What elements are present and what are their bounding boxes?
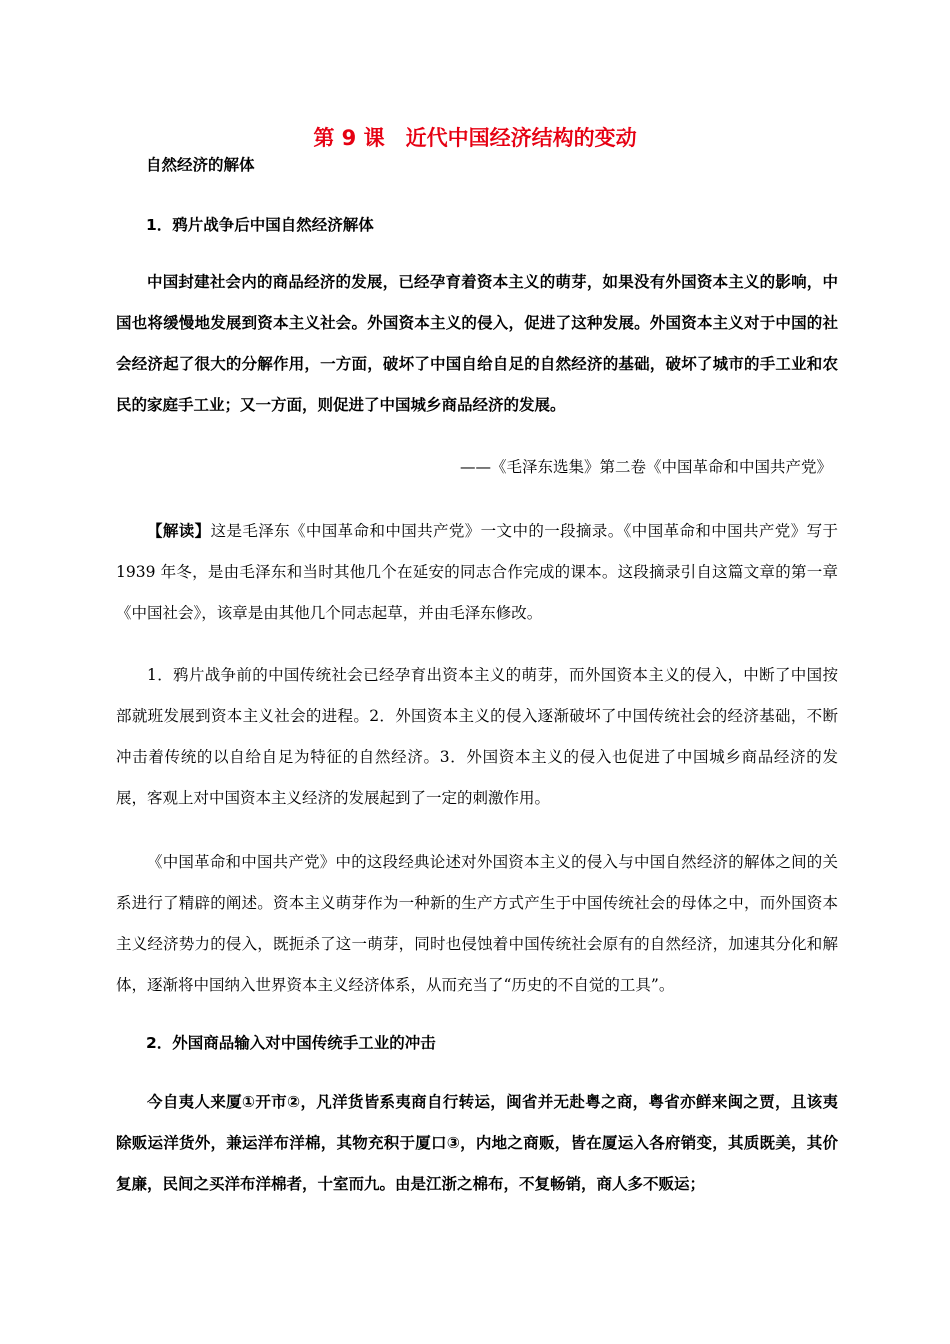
points-paragraph: 1．鸦片战争前的中国传统社会已经孕育出资本主义的萌芽，而外国资本主义的侵入，中断了中国按部就班发展到资本主义社会的进程。2．外国资本主义的侵入逐渐破坏了中国传统社会的经济基础，不断冲击着传统的以自给自足为特征的自然经济。3．外国资本主义的侵入也促进了中国城乡商品经济的发展，客观上对中国资本主义经济的发展起到了一定的刺激作用。 (116, 666, 838, 807)
interpretation-text: 这是毛泽东《中国革命和中国共产党》一文中的一段摘录。《中国革命和中国共产党》写于 1939 年冬，是由毛泽东和当时其他几个在延安的同志合作完成的课本。这段摘录引自这篇文章的第一章《中国社会》，该章是由其他几个同志起草，并由毛泽东修改。 (116, 522, 838, 622)
quote-paragraph-2: 今自夷人来厦①开市②，凡洋货皆系夷商自行转运，闽省并无赴粤之商，粤省亦鲜来闽之贾，且该夷除贩运洋货外，兼运洋布洋棉，其物充积于厦口③，内地之商贩，皆在厦运入各府销变，其质既美，其价复廉，民间之买洋布洋棉者，十室而九。由是江浙之棉布，不复畅销，商人多不贩运； (116, 1093, 838, 1193)
citation: ——《毛泽东选集》第二卷《中国革命和中国共产党》 (459, 458, 832, 476)
section-heading: 自然经济的解体 (146, 156, 255, 174)
subsection-title-1: 1．鸦片战争后中国自然经济解体 (146, 216, 374, 234)
page-title: 第 9 课 近代中国经济结构的变动 (313, 126, 637, 150)
interpretation-label: 【解读】 (147, 521, 211, 540)
analysis-paragraph: 《中国革命和中国共产党》中的这段经典论述对外国资本主义的侵入与中国自然经济的解体之间的关系进行了精辟的阐述。资本主义萌芽作为一种新的生产方式产生于中国传统社会的母体之中，而外国资本主义经济势力的侵入，既扼杀了这一萌芽，同时也侵蚀着中国传统社会原有的自然经济，加速其分化和解体，逐渐将中国纳入世界资本主义经济体系，从而充当了“历史的不自觉的工具”。 (116, 853, 838, 994)
subsection-title-2: 2．外国商品输入对中国传统手工业的冲击 (146, 1034, 436, 1052)
quote-paragraph-1: 中国封建社会内的商品经济的发展，已经孕育着资本主义的萌芽，如果没有外国资本主义的影响，中国也将缓慢地发展到资本主义社会。外国资本主义的侵入，促进了这种发展。外国资本主义对于中国的社会经济起了很大的分解作用，一方面，破坏了中国自给自足的自然经济的基础，破坏了城市的手工业和农民的家庭手工业；又一方面，则促进了中国城乡商品经济的发展。 (116, 273, 838, 414)
interpretation-paragraph (116, 510, 838, 634)
